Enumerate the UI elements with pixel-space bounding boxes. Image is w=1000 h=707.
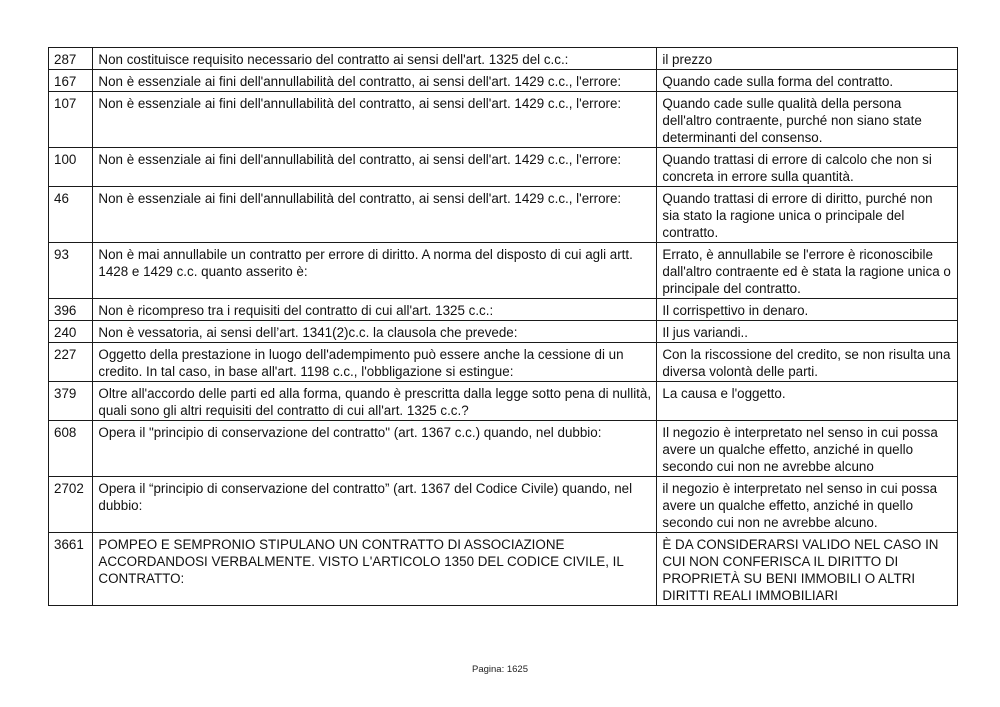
table-row bbox=[49, 48, 958, 70]
question-table bbox=[48, 47, 958, 606]
table-row bbox=[49, 70, 958, 92]
question-text: Non costituisce requisito necessario del contratto ai sensi dell'art. 1325 del c.c.: bbox=[93, 48, 657, 70]
answer-text: Con la riscossione del credito, se non risulta una diversa volontà delle parti. bbox=[657, 343, 958, 382]
question-id: 107 bbox=[49, 92, 93, 148]
question-id: 3661 bbox=[49, 533, 93, 606]
answer-text: Quando cade sulle qualità della persona dell'altro contraente, purché non siano state determinanti del consenso. bbox=[657, 92, 958, 148]
question-id: 396 bbox=[49, 299, 93, 321]
table-row bbox=[49, 477, 958, 533]
question-text: Oltre all'accordo delle parti ed alla forma, quando è prescritta dalla legge sotto pena di nullità, quali sono gli altri requisiti del contratto di cui all'art. 1325 c.c.? bbox=[93, 382, 657, 421]
table-row bbox=[49, 382, 958, 421]
question-text: Non è essenziale ai fini dell'annullabilità del contratto, ai sensi dell'art. 1429 c.c., l'errore: bbox=[93, 70, 657, 92]
question-text: POMPEO E SEMPRONIO STIPULANO UN CONTRATTO DI ASSOCIAZIONE ACCORDANDOSI VERBALMENTE. VISTO L'ARTICOLO 1350 DEL CODICE CIVILE, IL CONTRATTO: bbox=[93, 533, 657, 606]
table-row bbox=[49, 533, 958, 606]
question-text: Opera il “principio di conservazione del contratto” (art. 1367 del Codice Civile) quando, nel dubbio: bbox=[93, 477, 657, 533]
question-text: Non è ricompreso tra i requisiti del contratto di cui all'art. 1325 c.c.: bbox=[93, 299, 657, 321]
answer-text: Quando cade sulla forma del contratto. bbox=[657, 70, 958, 92]
answer-text: Il negozio è interpretato nel senso in cui possa avere un qualche effetto, anziché in quello secondo cui non ne avrebbe alcuno bbox=[657, 421, 958, 477]
question-id: 93 bbox=[49, 243, 93, 299]
answer-text: È DA CONSIDERARSI VALIDO NEL CASO IN CUI NON CONFERISCA IL DIRITTO DI PROPRIETÀ SU BENI IMMOBILI O ALTRI DIRITTI REALI IMMOBILIARI bbox=[657, 533, 958, 606]
table-row bbox=[49, 421, 958, 477]
question-id: 46 bbox=[49, 187, 93, 243]
table-row bbox=[49, 92, 958, 148]
question-id: 2702 bbox=[49, 477, 93, 533]
question-id: 240 bbox=[49, 321, 93, 343]
question-text: Non è essenziale ai fini dell'annullabilità del contratto, ai sensi dell'art. 1429 c.c., l'errore: bbox=[93, 148, 657, 187]
question-text: Opera il "principio di conservazione del contratto" (art. 1367 c.c.) quando, nel dubbio: bbox=[93, 421, 657, 477]
answer-text: Il jus variandi.. bbox=[657, 321, 958, 343]
table-row bbox=[49, 187, 958, 243]
question-id: 227 bbox=[49, 343, 93, 382]
question-text: Non è vessatoria, ai sensi dell’art. 1341(2)c.c. la clausola che prevede: bbox=[93, 321, 657, 343]
table-row bbox=[49, 243, 958, 299]
table-row bbox=[49, 299, 958, 321]
answer-text: Errato, è annullabile se l'errore è riconoscibile dall'altro contraente ed è stata la ragione unica o principale del contratto. bbox=[657, 243, 958, 299]
answer-text: La causa e l'oggetto. bbox=[657, 382, 958, 421]
answer-text: il negozio è interpretato nel senso in cui possa avere un qualche effetto, anziché in quello secondo cui non ne avrebbe alcuno. bbox=[657, 477, 958, 533]
question-text: Non è essenziale ai fini dell'annullabilità del contratto, ai sensi dell'art. 1429 c.c., l'errore: bbox=[93, 187, 657, 243]
question-id: 167 bbox=[49, 70, 93, 92]
answer-text: Il corrispettivo in denaro. bbox=[657, 299, 958, 321]
table-row bbox=[49, 343, 958, 382]
question-id: 608 bbox=[49, 421, 93, 477]
table-row bbox=[49, 321, 958, 343]
answer-text: Quando trattasi di errore di diritto, purché non sia stato la ragione unica o principale del contratto. bbox=[657, 187, 958, 243]
question-id: 287 bbox=[49, 48, 93, 70]
table-row bbox=[49, 148, 958, 187]
answer-text: Quando trattasi di errore di calcolo che non si concreta in errore sulla quantità. bbox=[657, 148, 958, 187]
question-id: 100 bbox=[49, 148, 93, 187]
question-text: Oggetto della prestazione in luogo dell'adempimento può essere anche la cessione di un credito. In tal caso, in base all'art. 1198 c.c., l'obbligazione si estingue: bbox=[93, 343, 657, 382]
question-text: Non è mai annullabile un contratto per errore di diritto. A norma del disposto di cui agli artt. 1428 e 1429 c.c. quanto asserito è: bbox=[93, 243, 657, 299]
question-id: 379 bbox=[49, 382, 93, 421]
answer-text: il prezzo bbox=[657, 48, 958, 70]
question-text: Non è essenziale ai fini dell'annullabilità del contratto, ai sensi dell'art. 1429 c.c., l'errore: bbox=[93, 92, 657, 148]
page-number: Pagina: 1625 bbox=[472, 664, 528, 675]
